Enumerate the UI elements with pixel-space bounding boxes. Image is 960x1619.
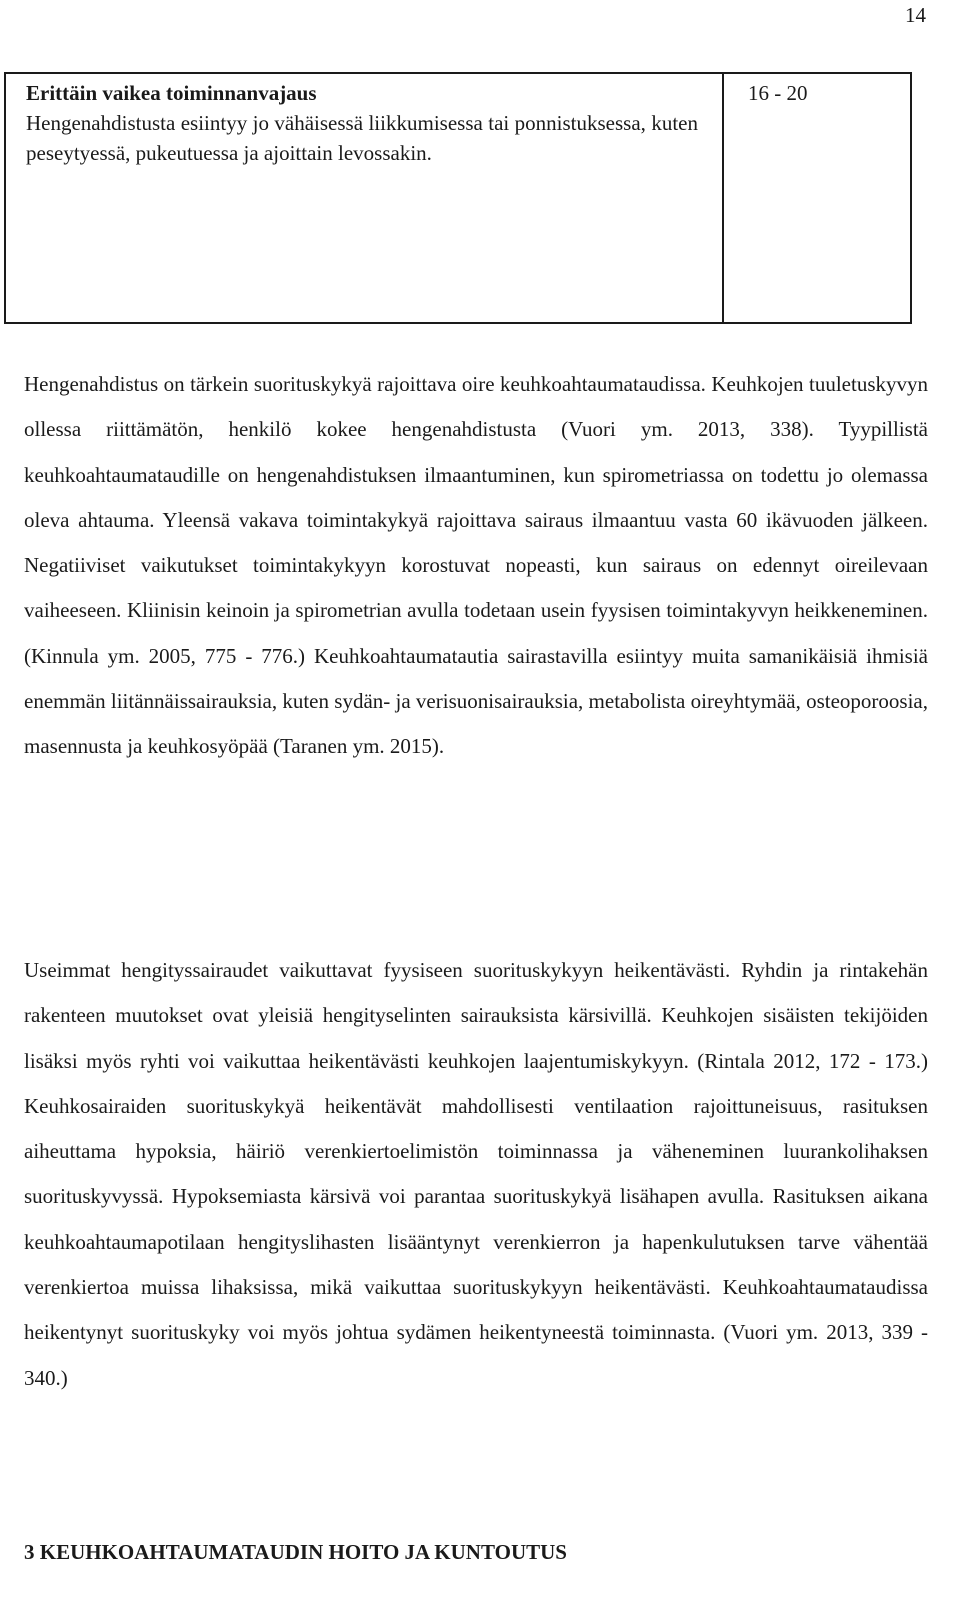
severity-heading: Erittäin vaikea toiminnanvajaus — [26, 81, 317, 105]
severity-description-cell — [6, 74, 724, 322]
page-number: 14 — [905, 3, 926, 27]
body-paragraph: Hengenahdistus on tärkein suorituskykyä rajoittava oire keuhkoahtaumataudissa. Keuhkojen tuuletuskyvyn ollessa riittämätön, henkilö kokee hengenahdistusta (Vuori ym. 2013, 338). Tyypillistä keuhkoahtaumataudille on hengenahdistuksen ilmaantuminen, kun spirometriassa on todettu jo olemassa oleva ahtauma. Yleensä vakava toimintakykyä rajoittava sairaus ilmaantuu vasta 60 ikävuoden jälkeen. Negatiiviset vaikutukset toimintakykyyn korostuvat nopeasti, kun sairaus on edennyt oireilevaan vaiheeseen. Kliinisin keinoin ja spirometrian avulla todetaan usein fyysisen toimintakyvyn heikkeneminen. (Kinnula ym. 2005, 775 - 776.) Keuhkoahtaumatautia sairastavilla esiintyy muita samanikäisiä ihmisiä enemmän liitännäissairauksia, kuten sydän- ja verisuonisairauksia, metabolista oireyhtymää, osteoporoosia, masennusta ja keuhkosyöpää (Taranen ym. 2015). — [24, 372, 928, 759]
body-paragraph: Useimmat hengityssairaudet vaikuttavat fyysiseen suorituskykyyn heikentävästi. Ryhdin ja rintakehän rakenteen muutokset ovat yleisiä hengityselinten sairauksista kärsivillä. Keuhkojen sisäisten tekijöiden lisäksi myös ryhti voi vaikuttaa heikentävästi keuhkojen laajentumiskykyyn. (Rintala 2012, 172 - 173.) Keuhkosairaiden suorituskykyä heikentävät mahdollisesti ventilaation rajoittuneisuus, rasituksen aiheuttama hypoksia, häiriö verenkiertoelimistön toiminnassa ja väheneminen luurankolihaksen suorituskyvyssä. Hypoksemiasta kärsivä voi parantaa suorituskykyä lisähapen avulla. Rasituksen aikana keuhkoahtaumapotilaan hengityslihasten lisääntynyt verenkierron ja hapenkulutuksen tarve vähentää verenkiertoa muissa lihaksissa, mikä vaikuttaa suorituskykyyn heikentävästi. Keuhkoahtaumataudissa heikentynyt suorituskyky voi myös johtua sydämen heikentyneestä toiminnasta. (Vuori ym. 2013, 339 - 340.) — [24, 958, 928, 1390]
severity-table — [4, 72, 912, 324]
severity-description: Hengenahdistusta esiintyy jo vähäisessä liikkumisessa tai ponnistuksessa, kuten peseytyessä, pukeutuessa ja ajoittain levossakin. — [26, 111, 698, 165]
section-heading: 3 KEUHKOAHTAUMATAUDIN HOITO JA KUNTOUTUS — [24, 1540, 567, 1564]
severity-score-cell: 16 - 20 — [748, 81, 808, 105]
